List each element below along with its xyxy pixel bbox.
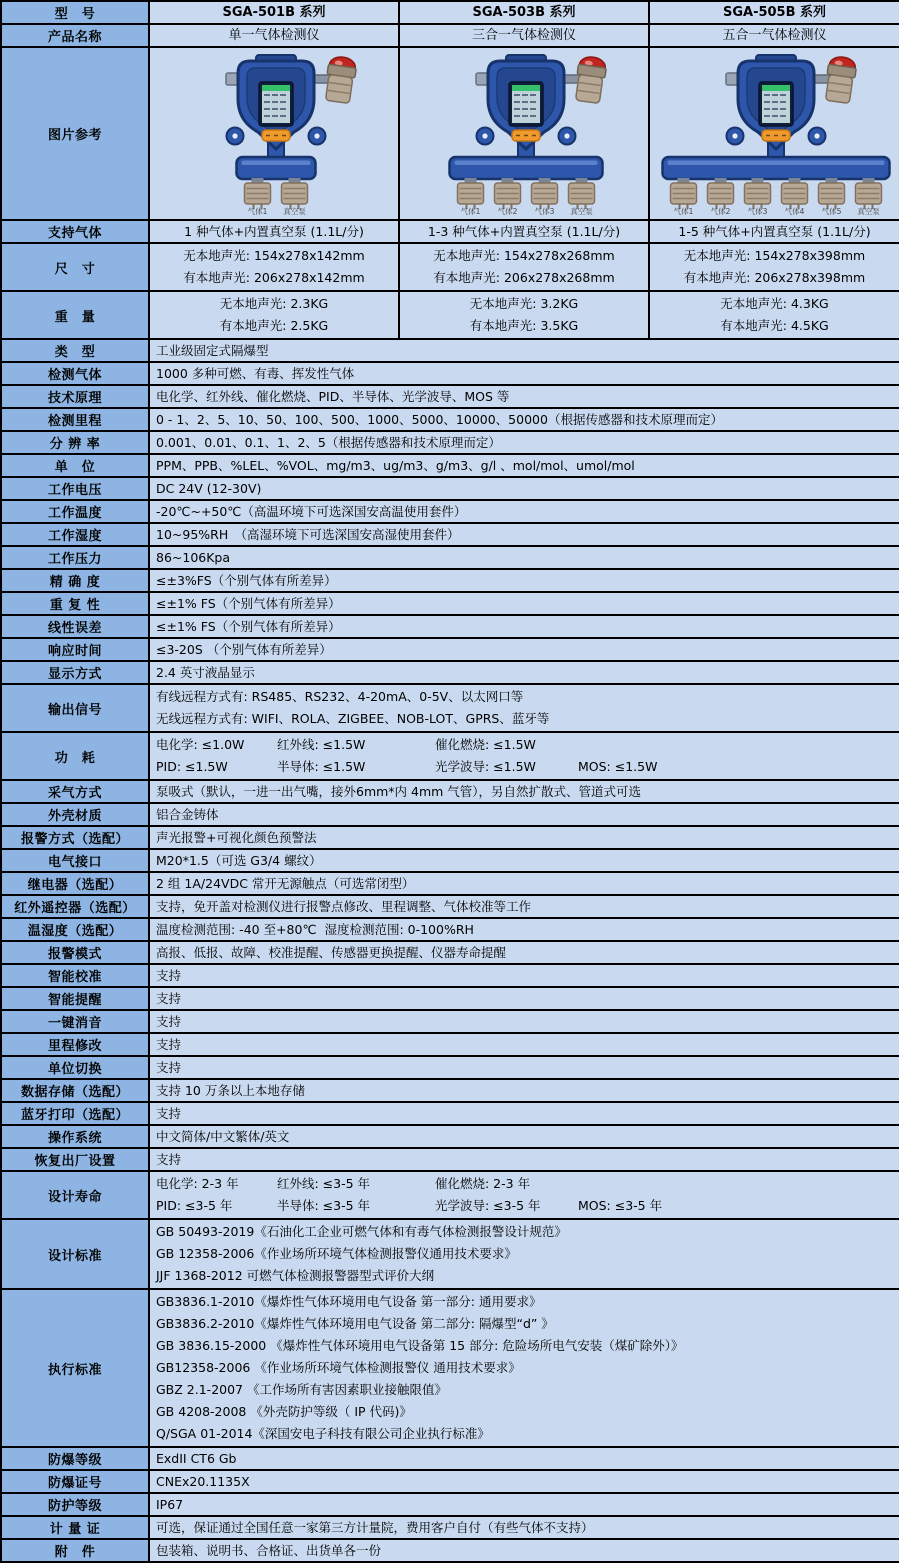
spec-text: JJF 1368-2012 可燃气体检测报警器型式评价大纲 — [156, 1268, 435, 1283]
spec-value — [149, 1470, 899, 1493]
row-label: 操作系统 — [1, 1125, 149, 1148]
spec-text: GB12358-2006 《作业场所环境气体检测报警仪 通用技术要求》 — [156, 1360, 521, 1375]
spec-value — [149, 918, 899, 941]
sensor-label: 真空泵 — [283, 207, 306, 215]
row-label: 温湿度（选配） — [1, 918, 149, 941]
spec-value — [399, 243, 649, 291]
table-row — [1, 408, 899, 431]
sensor-label: 真空泵 — [857, 207, 880, 215]
row-label: 重 量 — [1, 291, 149, 339]
table-row — [1, 291, 899, 339]
sensor-cylinder — [708, 178, 734, 209]
spec-value — [149, 408, 899, 431]
table-row — [1, 872, 899, 895]
spec-text: 无本地声光: 4.3KG — [720, 296, 829, 311]
row-label: 附 件 — [1, 1539, 149, 1562]
row-label: 分 辨 率 — [1, 431, 149, 454]
spec-segment: MOS: ≤3-5 年 — [578, 1198, 663, 1213]
sensor-label: 气体3 — [534, 207, 555, 215]
spec-text: SGA-501B 系列 — [222, 4, 326, 20]
spec-value — [149, 1148, 899, 1171]
spec-value — [149, 592, 899, 615]
spec-segment: 催化燃烧: 2-3 年 — [435, 1176, 531, 1191]
spec-text: DC 24V (12-30V) — [156, 480, 262, 496]
spec-text: 1 种气体+内置真空泵 (1.1L/分) — [184, 223, 364, 239]
spec-text: 无本地声光: 154x278x398mm — [683, 248, 866, 263]
spec-text: 有本地声光: 206x278x398mm — [683, 270, 866, 285]
spec-text: 有本地声光: 4.5KG — [720, 318, 829, 333]
spec-text: 电化学、红外线、催化燃烧、PID、半导体、光学波导、MOS 等 — [156, 388, 510, 404]
spec-value — [149, 1171, 899, 1219]
spec-value — [149, 615, 899, 638]
row-label: 智能提醒 — [1, 987, 149, 1010]
spec-value — [149, 1493, 899, 1516]
product-name — [649, 24, 899, 47]
row-label: 采气方式 — [1, 780, 149, 803]
table-row — [1, 849, 899, 872]
spec-value — [149, 291, 399, 339]
sensor-cylinder — [782, 178, 808, 209]
spec-text — [156, 756, 893, 778]
spec-value — [149, 1219, 899, 1289]
table-row — [1, 1539, 899, 1562]
spec-segment: 电化学: 2-3 年 — [156, 1176, 239, 1191]
sensor-cylinder — [856, 178, 882, 209]
manifold-highlight — [668, 161, 885, 166]
product-name — [149, 24, 399, 47]
table-row — [1, 477, 899, 500]
table-row — [1, 431, 899, 454]
spec-text: SGA-503B 系列 — [472, 4, 576, 20]
spec-table-body — [1, 1, 899, 1562]
sensor-label: 真空泵 — [570, 207, 593, 215]
table-row — [1, 1516, 899, 1539]
spec-value — [149, 546, 899, 569]
spec-value — [149, 987, 899, 1010]
spec-text: 1-3 种气体+内置真空泵 (1.1L/分) — [427, 223, 621, 239]
spec-value — [149, 1125, 899, 1148]
table-row — [1, 1033, 899, 1056]
spec-text: GB3836.2-2010《爆炸性气体环境用电气设备 第二部分: 隔爆型“d” 》 — [156, 1316, 554, 1331]
gas-detector-illustration — [656, 49, 899, 215]
row-label: 设计标准 — [1, 1219, 149, 1289]
spec-value — [149, 872, 899, 895]
row-label: 检测里程 — [1, 408, 149, 431]
spec-text: 支持 — [156, 967, 182, 983]
spec-text: ExdII CT6 Gb — [156, 1450, 237, 1466]
spec-value — [149, 220, 399, 243]
row-label: 输出信号 — [1, 684, 149, 732]
table-row — [1, 454, 899, 477]
row-label: 显示方式 — [1, 661, 149, 684]
spec-text — [156, 1173, 893, 1195]
spec-text: 可选，保证通过全国任意一家第三方计量院，费用客户自付（有些气体不支持） — [156, 1519, 594, 1535]
spec-value — [649, 220, 899, 243]
spec-text: 无本地声光: 3.2KG — [469, 296, 579, 311]
row-label: 工作湿度 — [1, 523, 149, 546]
table-row — [1, 1102, 899, 1125]
table-row — [1, 362, 899, 385]
sensor-label: 气体1 — [247, 207, 268, 215]
spec-text: 工业级固定式隔爆型 — [156, 342, 269, 358]
row-label: 执行标准 — [1, 1289, 149, 1447]
spec-segment: 红外线: ≤1.5W — [277, 737, 366, 752]
spec-text: 单一气体检测仪 — [228, 27, 320, 43]
table-row — [1, 732, 899, 780]
spec-text: 泵吸式（默认，一进一出气嘴，接外6mm*内 4mm 气管），另自然扩散式、管道式可选 — [156, 783, 642, 799]
spec-text: 支持 — [156, 1151, 182, 1167]
spec-value — [649, 243, 899, 291]
row-label: 单 位 — [1, 454, 149, 477]
table-row — [1, 1079, 899, 1102]
spec-text: 86~106Kpa — [156, 549, 231, 565]
table-row — [1, 1010, 899, 1033]
spec-value — [149, 1056, 899, 1079]
spec-text: 无本地声光: 2.3KG — [219, 296, 329, 311]
spec-value — [149, 1516, 899, 1539]
spec-text: 0 - 1、2、5、10、50、100、500、1000、5000、10000、50000（根据传感器和技术原理而定） — [156, 411, 723, 427]
row-label: 防爆证号 — [1, 1470, 149, 1493]
spec-value — [149, 1079, 899, 1102]
spec-text: GB 12358-2006《作业场所环境气体检测报警仪通用技术要求》 — [156, 1246, 517, 1261]
spec-text: 支持 — [156, 1013, 182, 1029]
spec-value — [149, 964, 899, 987]
spec-segment: PID: ≤1.5W — [156, 759, 228, 774]
spec-text: 温度检测范围: -40 至+80℃ 湿度检测范围: 0-100%RH — [156, 921, 474, 937]
spec-segment: 光学波导: ≤3-5 年 — [435, 1198, 541, 1213]
sensor-cylinder — [569, 178, 595, 209]
row-label: 数据存储（选配） — [1, 1079, 149, 1102]
product-image — [649, 47, 899, 220]
spec-text — [156, 734, 893, 756]
table-row — [1, 1148, 899, 1171]
sensor-cylinder — [745, 178, 771, 209]
spec-text: 有本地声光: 206x278x142mm — [183, 270, 365, 285]
spec-value — [649, 291, 899, 339]
spec-value — [149, 1010, 899, 1033]
spec-text: 1000 多种可燃、有毒、挥发性气体 — [156, 365, 355, 381]
table-row — [1, 987, 899, 1010]
spec-text: GB 4208-2008 《外壳防护等级（ IP 代码)》 — [156, 1404, 412, 1419]
sensor-cylinder — [671, 178, 697, 209]
spec-text: SGA-505B 系列 — [722, 4, 827, 20]
spec-text: 三合一气体检测仪 — [471, 27, 576, 43]
table-row — [1, 385, 899, 408]
spec-text: GB 50493-2019《石油化工企业可燃气体和有毒气体检测报警设计规范》 — [156, 1224, 567, 1239]
sensor-label: 气体3 — [747, 207, 768, 215]
table-row — [1, 918, 899, 941]
spec-segment: 半导体: ≤3-5 年 — [277, 1198, 371, 1213]
spec-value — [149, 1102, 899, 1125]
table-row — [1, 638, 899, 661]
row-label: 检测气体 — [1, 362, 149, 385]
spec-value — [149, 339, 899, 362]
spec-segment: PID: ≤3-5 年 — [156, 1198, 233, 1213]
spec-text: 有本地声光: 3.5KG — [469, 318, 579, 333]
spec-text: ≤±1% FS（个别气体有所差异） — [156, 595, 341, 611]
spec-text: ≤±3%FS（个别气体有所差异） — [156, 572, 337, 588]
row-label: 报警方式（选配） — [1, 826, 149, 849]
row-label: 报警模式 — [1, 941, 149, 964]
table-row — [1, 24, 899, 47]
model-name — [649, 1, 899, 24]
row-label: 技术原理 — [1, 385, 149, 408]
spec-text: 声光报警+可视化颜色预警法 — [156, 829, 317, 845]
spec-text: 有本地声光: 2.5KG — [219, 318, 329, 333]
row-label: 图片参考 — [1, 47, 149, 220]
row-label: 工作电压 — [1, 477, 149, 500]
spec-text — [156, 1195, 893, 1217]
spec-text: 包装箱、说明书、合格证、出货单各一份 — [156, 1542, 382, 1558]
spec-text: Q/SGA 01-2014《深国安电子科技有限公司企业执行标准》 — [156, 1426, 490, 1441]
spec-segment: 半导体: ≤1.5W — [277, 759, 366, 774]
table-row — [1, 500, 899, 523]
gas-detector-illustration — [406, 49, 649, 215]
row-label: 支持气体 — [1, 220, 149, 243]
sensor-label: 气体2 — [497, 207, 518, 215]
table-row — [1, 220, 899, 243]
model-name — [399, 1, 649, 24]
table-row — [1, 1470, 899, 1493]
table-row — [1, 1219, 899, 1289]
row-label: 响应时间 — [1, 638, 149, 661]
table-row — [1, 523, 899, 546]
spec-text: 支持 — [156, 990, 182, 1006]
table-row — [1, 339, 899, 362]
spec-value — [149, 385, 899, 408]
table-row — [1, 1, 899, 24]
spec-value — [149, 1539, 899, 1562]
sensor-cylinder — [532, 178, 558, 209]
row-label: 电气接口 — [1, 849, 149, 872]
sensor-cylinder — [282, 178, 308, 209]
table-row — [1, 780, 899, 803]
alarm-beacon-icon — [823, 55, 857, 103]
row-label: 一键消音 — [1, 1010, 149, 1033]
spec-value — [149, 895, 899, 918]
spec-value — [149, 780, 899, 803]
sensor-label: 气体5 — [821, 207, 842, 215]
spec-text: M20*1.5（可选 G3/4 螺纹） — [156, 852, 322, 868]
table-row — [1, 1447, 899, 1470]
spec-value — [149, 243, 399, 291]
device-head — [476, 55, 607, 149]
gas-detector-illustration — [156, 49, 399, 215]
row-label: 单位切换 — [1, 1056, 149, 1079]
table-row — [1, 803, 899, 826]
row-label: 智能校准 — [1, 964, 149, 987]
alarm-beacon-icon — [573, 55, 607, 103]
spec-value — [149, 431, 899, 454]
spec-value — [149, 638, 899, 661]
row-label: 计 量 证 — [1, 1516, 149, 1539]
table-row — [1, 569, 899, 592]
spec-text: 0.001、0.01、0.1、1、2、5（根据传感器和技术原理而定） — [156, 434, 501, 450]
table-row — [1, 1125, 899, 1148]
spec-text: 无本地声光: 154x278x142mm — [183, 248, 365, 263]
model-name — [149, 1, 399, 24]
spec-value — [149, 569, 899, 592]
alarm-beacon-icon — [323, 55, 357, 103]
row-label: 精 确 度 — [1, 569, 149, 592]
table-row — [1, 826, 899, 849]
spec-text: 10~95%RH （高湿环境下可选深国安高湿使用套件） — [156, 526, 460, 542]
spec-value — [149, 803, 899, 826]
spec-value — [149, 477, 899, 500]
sensor-cylinder — [245, 178, 271, 209]
spec-text: 有本地声光: 206x278x268mm — [433, 270, 615, 285]
manifold-bar — [663, 157, 890, 179]
sensor-cylinder — [495, 178, 521, 209]
spec-value — [149, 661, 899, 684]
table-row — [1, 1056, 899, 1079]
product-image — [149, 47, 399, 220]
device-head — [226, 55, 357, 149]
row-label: 恢复出厂设置 — [1, 1148, 149, 1171]
spec-value — [399, 291, 649, 339]
spec-text: ≤3-20S （个别气体有所差异） — [156, 641, 332, 657]
spec-text: CNEx20.1135X — [156, 1473, 250, 1489]
table-row — [1, 964, 899, 987]
spec-value — [149, 500, 899, 523]
row-label: 重 复 性 — [1, 592, 149, 615]
spec-text: 无本地声光: 154x278x268mm — [433, 248, 615, 263]
spec-text: GB 3836.15-2000 《爆炸性气体环境用电气设备第 15 部分: 危险场所电气安装（煤矿除外）》 — [156, 1338, 684, 1353]
row-label: 尺 寸 — [1, 243, 149, 291]
row-label: 工作压力 — [1, 546, 149, 569]
spec-value — [149, 1289, 899, 1447]
manifold-bar — [237, 157, 316, 179]
row-label: 线性误差 — [1, 615, 149, 638]
table-row — [1, 684, 899, 732]
spec-segment: 催化燃烧: ≤1.5W — [435, 737, 536, 752]
spec-text: 1-5 种气体+内置真空泵 (1.1L/分) — [678, 223, 871, 239]
table-row — [1, 243, 899, 291]
sensor-cylinder — [458, 178, 484, 209]
spec-text: ≤±1% FS（个别气体有所差异） — [156, 618, 341, 634]
row-label: 型 号 — [1, 1, 149, 24]
row-label: 红外遥控器（选配） — [1, 895, 149, 918]
table-row — [1, 1493, 899, 1516]
manifold-bar — [450, 157, 603, 179]
sensor-cylinder — [819, 178, 845, 209]
spec-text: 2.4 英寸液晶显示 — [156, 664, 255, 680]
row-label: 产品名称 — [1, 24, 149, 47]
spec-value — [149, 362, 899, 385]
spec-segment: 电化学: ≤1.0W — [156, 737, 245, 752]
table-row — [1, 941, 899, 964]
spec-value — [149, 454, 899, 477]
spec-text: GBZ 2.1-2007 《工作场所有害因素职业接触限值》 — [156, 1382, 447, 1397]
spec-text: 有线远程方式有: RS485、RS232、4-20mA、0-5V、以太网口等 — [156, 689, 524, 704]
spec-segment: MOS: ≤1.5W — [578, 759, 658, 774]
spec-text: 支持 — [156, 1059, 182, 1075]
table-row — [1, 1171, 899, 1219]
spec-text: 五合一气体检测仪 — [722, 27, 827, 43]
table-row — [1, 661, 899, 684]
row-label: 防爆等级 — [1, 1447, 149, 1470]
sensor-label: 气体2 — [710, 207, 731, 215]
sensor-label: 气体1 — [460, 207, 481, 215]
spec-value — [149, 1033, 899, 1056]
table-row — [1, 1289, 899, 1447]
spec-value — [149, 826, 899, 849]
spec-text: PPM、PPB、%LEL、%VOL、mg/m3、ug/m3、g/m3、g/l 、mol/mol、umol/mol — [156, 457, 635, 473]
spec-text: GB3836.1-2010《爆炸性气体环境用电气设备 第一部分: 通用要求》 — [156, 1294, 542, 1309]
spec-value — [149, 732, 899, 780]
spec-text: 支持 — [156, 1105, 182, 1121]
spec-text: -20℃~+50℃（高温环境下可选深国安高温使用套件） — [156, 503, 467, 519]
spec-segment: 红外线: ≤3-5 年 — [277, 1176, 371, 1191]
spec-text: 无线远程方式有: WIFI、ROLA、ZIGBEE、NOB-LOT、GPRS、蓝牙等 — [156, 711, 550, 726]
manifold-highlight — [242, 161, 311, 166]
spec-value — [149, 849, 899, 872]
row-label: 蓝牙打印（选配） — [1, 1102, 149, 1125]
spec-value — [399, 220, 649, 243]
table-row — [1, 47, 899, 220]
spec-value — [149, 523, 899, 546]
row-label: 工作温度 — [1, 500, 149, 523]
spec-text: 中文简体/中文繁体/英文 — [156, 1128, 290, 1144]
table-row — [1, 592, 899, 615]
product-image — [399, 47, 649, 220]
spec-text: 铝合金铸体 — [156, 806, 219, 822]
row-label: 里程修改 — [1, 1033, 149, 1056]
table-row — [1, 546, 899, 569]
spec-text: 支持 — [156, 1036, 182, 1052]
spec-text: 支持，免开盖对检测仪进行报警点修改、里程调整、气体校准等工作 — [156, 898, 532, 914]
spec-value — [149, 941, 899, 964]
spec-text: IP67 — [156, 1496, 184, 1512]
row-label: 外壳材质 — [1, 803, 149, 826]
spec-text: 高报、低报、故障、校准提醒、传感器更换提醒、仪器寿命提醒 — [156, 944, 507, 960]
spec-text: 2 组 1A/24VDC 常开无源触点（可选常闭型） — [156, 875, 415, 891]
device-head — [726, 55, 857, 149]
row-label: 继电器（选配） — [1, 872, 149, 895]
table-row — [1, 895, 899, 918]
spec-value — [149, 684, 899, 732]
row-label: 功 耗 — [1, 732, 149, 780]
sensor-label: 气体1 — [673, 207, 694, 215]
sensor-label: 气体4 — [784, 207, 805, 215]
spec-text: 支持 10 万条以上本地存储 — [156, 1082, 305, 1098]
table-row — [1, 615, 899, 638]
row-label: 设计寿命 — [1, 1171, 149, 1219]
row-label: 防护等级 — [1, 1493, 149, 1516]
product-name — [399, 24, 649, 47]
row-label: 类 型 — [1, 339, 149, 362]
manifold-highlight — [455, 161, 598, 166]
spec-segment: 光学波导: ≤1.5W — [435, 759, 536, 774]
spec-value — [149, 1447, 899, 1470]
